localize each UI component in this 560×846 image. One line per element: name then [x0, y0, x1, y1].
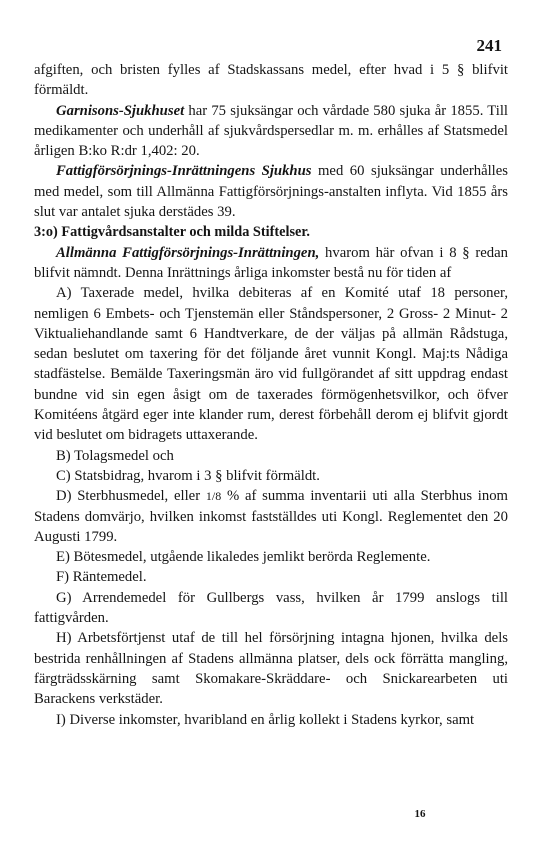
paragraph-allmanna-inrattningen — [34, 243, 508, 284]
list-item-d — [34, 486, 508, 547]
list-item-d-rest: % af summa inventarii uti alla Sterbhus inom Stadens domvärjo, hvilken inkomst fastställdes uti Kongl. Reglementet den 20 Augusti 1799. — [34, 488, 508, 545]
list-item-e: E) Bötesmedel, utgående likaledes jemlikt berörda Reglemente. — [56, 549, 431, 566]
paragraph-afgiften: afgiften, och bristen fylles af Stadskassans medel, efter hvad i 5 § blifvit förmäldt. — [34, 62, 508, 99]
paragraph-title: Fattigförsörjnings-Inrättningens Sjukhus — [56, 163, 312, 180]
fraction: 1/8 — [205, 489, 222, 504]
page-body — [34, 60, 508, 730]
paragraph-text: med 60 sjuksängar underhålles med medel, som till Allmänna Fattigförsörjnings-anstalten inflyta. Vid 1855 års slut var antalet sjuka derstädes 39. — [34, 163, 508, 221]
paragraph-title: Garnisons-Sjukhuset — [56, 102, 185, 119]
list-item-f: F) Räntemedel. — [56, 569, 147, 586]
list-item-b: B) Tolagsmedel och — [56, 447, 174, 464]
section-heading: 3:o) Fattigvårdsanstalter och milda Stiftelser. — [34, 224, 310, 241]
paragraph-garnisons-sjukhuset — [34, 101, 508, 162]
paragraph-title: Allmänna Fattigförsörjnings-Inrättningen, — [56, 244, 320, 261]
paragraph-fattigforsorjnings-sjukhus — [34, 161, 508, 222]
list-item-h: H) Arbetsförtjenst utaf de till hel försörjning intagna hjonen, hvilka dels bestrida renhållningen af Stadens allmänna platser, dels ock förrätta mangling, färgträdsskärning samt Skomakare-Skräddare- och Snickarearbeten uti Barackens verkstäder. — [34, 630, 508, 708]
page-number: 241 — [476, 36, 502, 55]
list-item-i: I) Diverse inkomster, hvaribland en årlig kollekt i Stadens kyrkor, samt — [56, 711, 475, 728]
paragraph-text: hvarom här ofvan i 8 § redan blifvit nämndt. Denna Inrättnings årliga inkomster bestå nu för tiden af — [34, 244, 508, 281]
list-item-a: A) Taxerade medel, hvilka debiteras af en Komité utaf 18 personer, nemligen 6 Embets- och Tjenstemän eller Ståndspersoner, 2 Gross- 2 Minut- 2 Viktualiehandlande samt 6 Handtverkare, de der väljas på allmän Rådstuga, sedan beslutet om taxering för det följande året vunnit Kongl. Maj:ts Nådiga stadfästelse. Bemälde Taxeringsmän äro vid fullgörandet af sitt uppdrag endast bundne vid sin egen åsigt om de taxerades förmögenhetsvilkor, och öfver Komitéens åtgärd eger inte klander rum, derest förbehåll derom ej blifvit gjordt vid beslutet om bidragets uttaxerande. — [34, 285, 508, 444]
paragraph-text: har 75 sjuksängar och vårdade 580 sjuka år 1855. Till medikamenter och underhåll af sjukvårdspersedlar m. m. erhålles af Statsmedel årligen B:ko R:dr 1,402: 20. — [34, 102, 508, 160]
list-item-c: C) Statsbidrag, hvarom i 3 § blifvit förmäldt. — [56, 467, 320, 484]
list-item-g: G) Arrendemedel för Gullbergs vass, hvilken år 1799 anslogs till fattigvården. — [34, 589, 508, 627]
signature-mark: 16 — [414, 808, 426, 820]
list-item-d-lead: D) Sterbhusmedel, eller — [56, 488, 206, 505]
